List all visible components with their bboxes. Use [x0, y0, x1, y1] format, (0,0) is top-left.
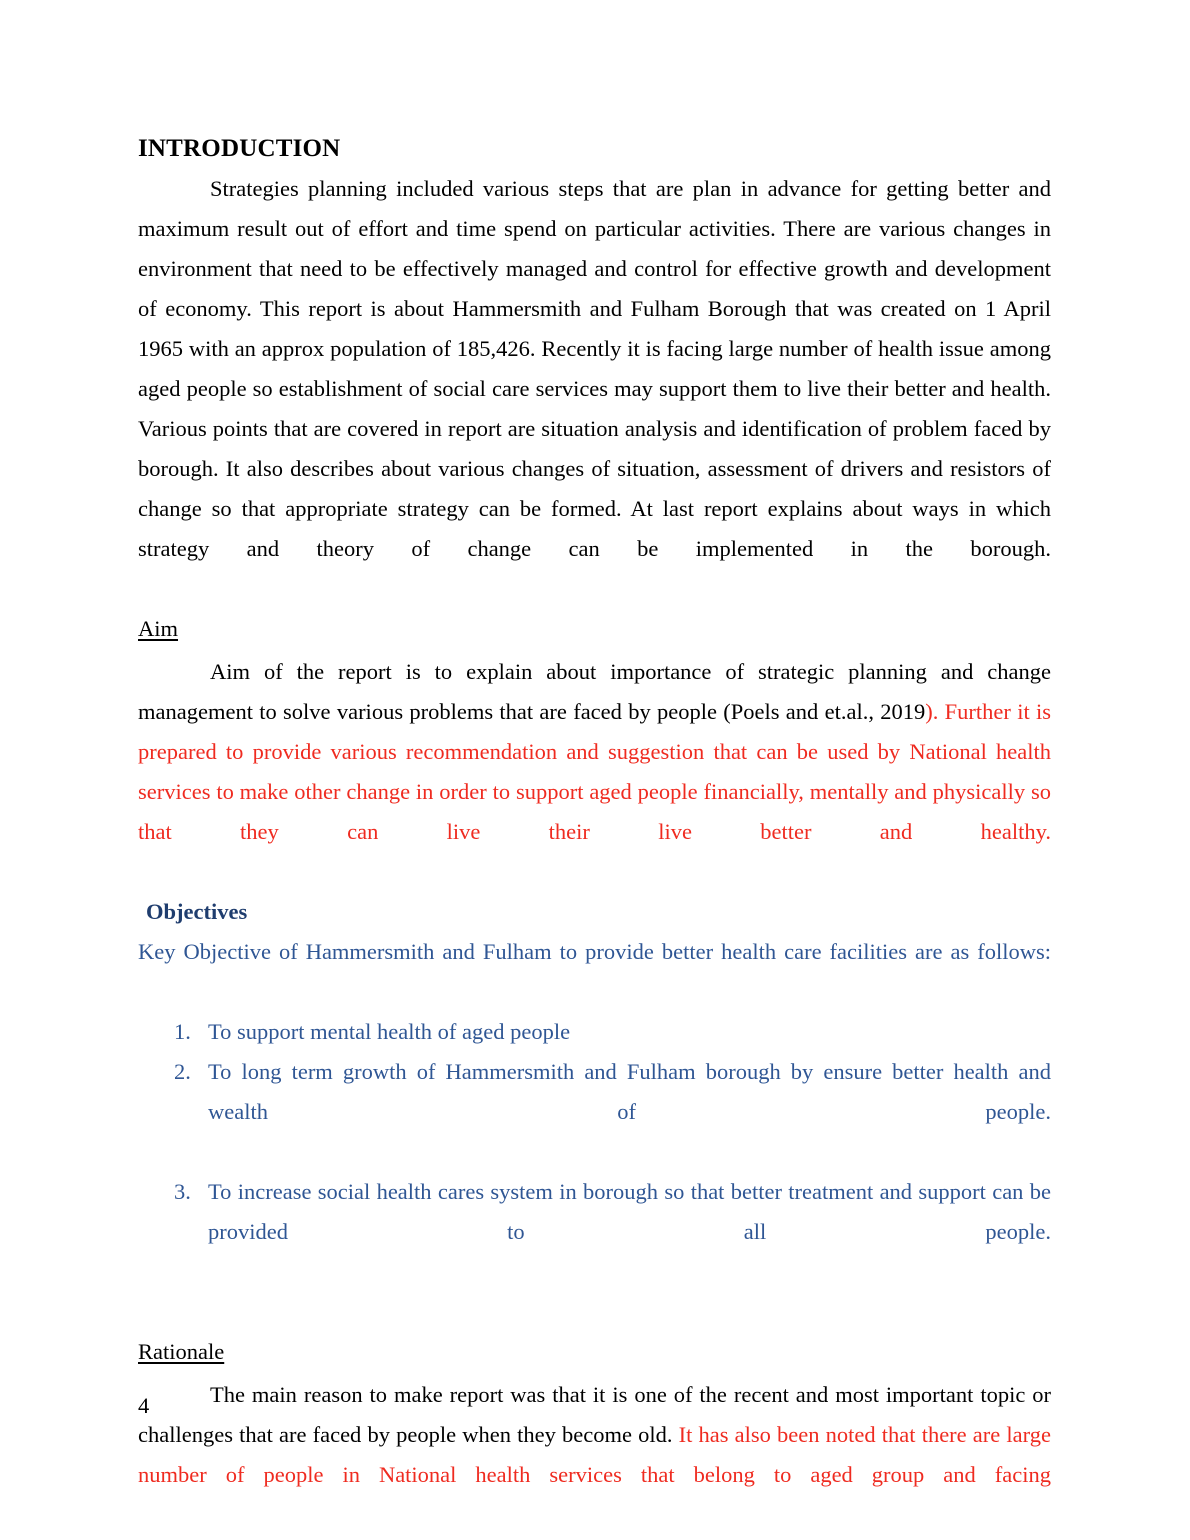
section-spacer: [138, 1292, 1051, 1332]
objectives-lead-in: Key Objective of Hammersmith and Fulham to provide better health care facilities are as follows:: [138, 938, 1051, 964]
aim-paragraph: [138, 652, 1051, 892]
objectives-heading: Objectives: [146, 898, 248, 924]
aim-heading-row: [138, 609, 1051, 652]
objectives-list: [138, 1012, 1051, 1292]
rationale-red-text: It has also been noted that there are large number of people in National health services that belong to aged group and facing: [138, 1421, 1051, 1487]
page-number: 4: [138, 1393, 150, 1418]
introduction-paragraph: Strategies planning included various steps that are plan in advance for getting better and maximum result out of effort and time spend on particular activities. There are various changes in environment that need to be effectively managed and control for effective growth and development of economy. This report is about Hammersmith and Fulham Borough that was created on 1 April 1965 with an approx population of 185,426. Recently it is facing large number of health issue among aged people so establishment of social care services may support them to live their better and health. Various points that are covered in report are situation analysis and identification of problem faced by borough. It also describes about various changes of situation, assessment of drivers and resistors of change so that appropriate strategy can be formed. At last report explains about ways in which strategy and theory of change can be implemented in the borough.: [138, 175, 1051, 561]
page-title: INTRODUCTION: [138, 135, 341, 162]
rationale-heading: Rationale: [138, 1338, 225, 1364]
list-item-text: To long term growth of Hammersmith and Fulham borough by ensure better health and wealth of people.: [208, 1058, 1051, 1124]
aim-heading: Aim: [138, 615, 179, 641]
aim-black-text: Aim of the report is to explain about importance of strategic planning and change management to solve various problems that are faced by people (Poels and et.al., 2019: [138, 658, 1051, 724]
aim-red-text: ). Further it is prepared to provide various recommendation and suggestion that can be used by National health services to make other change in order to support aged people financially, mentally and physically so that they can live their live better and healthy.: [138, 698, 1052, 844]
rationale-black-text: The main reason to make report was that it is one of the recent and most important topic or challenges that are faced by people when they become old.: [138, 1381, 1051, 1447]
list-item: [138, 1012, 1051, 1052]
list-item: [138, 1052, 1051, 1172]
rationale-heading-row: [138, 1332, 1051, 1375]
rationale-paragraph: [138, 1375, 1051, 1535]
page-content: [138, 134, 1051, 1535]
list-item-text: To support mental health of aged people: [208, 1018, 571, 1044]
list-item-text: To increase social health cares system in borough so that better treatment and support can be provided to all people.: [208, 1178, 1051, 1244]
list-item: [138, 1172, 1051, 1292]
